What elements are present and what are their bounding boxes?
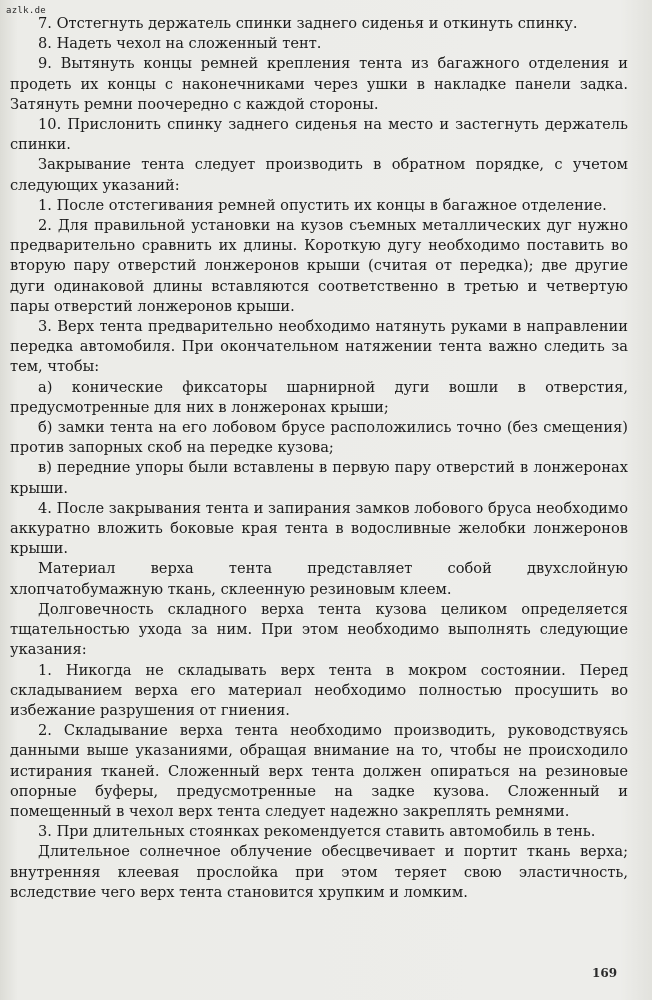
paragraph: 3. Верх тента предварительно необходимо натянуть руками в направлении передка автомобиля. При окончательном натяжении тента важно следить за тем, чтобы: — [10, 318, 628, 376]
paragraph: 9. Вытянуть концы ремней крепления тента из багажного отделения и продеть их концы с наконечниками через ушки в накладке панели задка. Затянуть ремни поочередно с каждой стороны. — [10, 55, 628, 113]
paragraph: 10. Прислонить спинку заднего сиденья на место и застегнуть держатель спинки. — [10, 116, 628, 154]
paragraph: 1. После отстегивания ремней опустить их концы в багажное отделение. — [38, 196, 607, 214]
paragraph: Долговечность складного верха тента кузова целиком определяется тщательностью ухода за ним. При этом необходимо выполнять следующие указания: — [10, 600, 628, 659]
paragraph: а) конические фиксаторы шарнирной дуги вошли в отверстия, предусмотренные для них в лонжеронах крыши; — [10, 378, 628, 416]
paragraph: 8. Надеть чехол на сложенный тент. — [38, 35, 322, 53]
watermark: azlk.de — [6, 6, 47, 16]
paragraph: 2. Для правильной установки на кузов съемных металлических дуг нужно предварительно сравнить их длины. Короткую дугу необходимо поставить во вторую пару отверстий лонжеронов крыши (считая от передка); две другие дуги одинаковой длины вставляются соответственно в третью и четвертую пары отверстий лонжеронов крыши. — [10, 217, 628, 315]
paragraph: 7. Отстегнуть держатель спинки заднего сиденья и откинуть спинку. — [38, 15, 578, 32]
paragraph: б) замки тента на его лобовом брусе расположились точно (без смещения) против запорных скоб на передке кузова; — [10, 419, 628, 457]
paragraph: 2. Складывание верха тента необходимо производить, руководствуясь данными выше указаниями, обращая внимание на то, чтобы не происходило истирания тканей. Сложенный верх тента должен опираться на резиновые опорные буферы, предусмотренные на задке кузова. Сложенный и помещенный в чехол верх тента следует надежно закреплять ремнями. — [10, 722, 628, 820]
paragraph: Материал верха тента представляет собой двухслойную хлопчатобумажную ткань, склеенную резиновым клеем. — [10, 560, 628, 598]
page-text — [10, 14, 628, 903]
paragraph: 4. После закрывания тента и запирания замков лобового бруса необходимо аккуратно вложить боковые края тента в водосливные желобки лонжеронов крыши. — [10, 499, 628, 558]
paragraph: 3. При длительных стоянках рекомендуется ставить автомобиль в тень. — [38, 823, 596, 841]
paragraph: 1. Никогда не складывать верх тента в мокром состоянии. Перед складыванием верха его материал необходимо полностью просушить во избежание разрушения от гниения. — [10, 661, 628, 719]
paragraph: Закрывание тента следует производить в обратном порядке, с учетом следующих указаний: — [10, 156, 628, 194]
paragraph: в) передние упоры были вставлены в первую пару отверстий в лонжеронах крыши. — [10, 459, 628, 497]
paragraph: Длительное солнечное облучение обесцвечивает и портит ткань верха; внутренняя клеевая прослойка при этом теряет свою эластичность, вследствие чего верх тента становится хрупким и ломким. — [10, 843, 628, 901]
page-number: 169 — [592, 966, 618, 980]
